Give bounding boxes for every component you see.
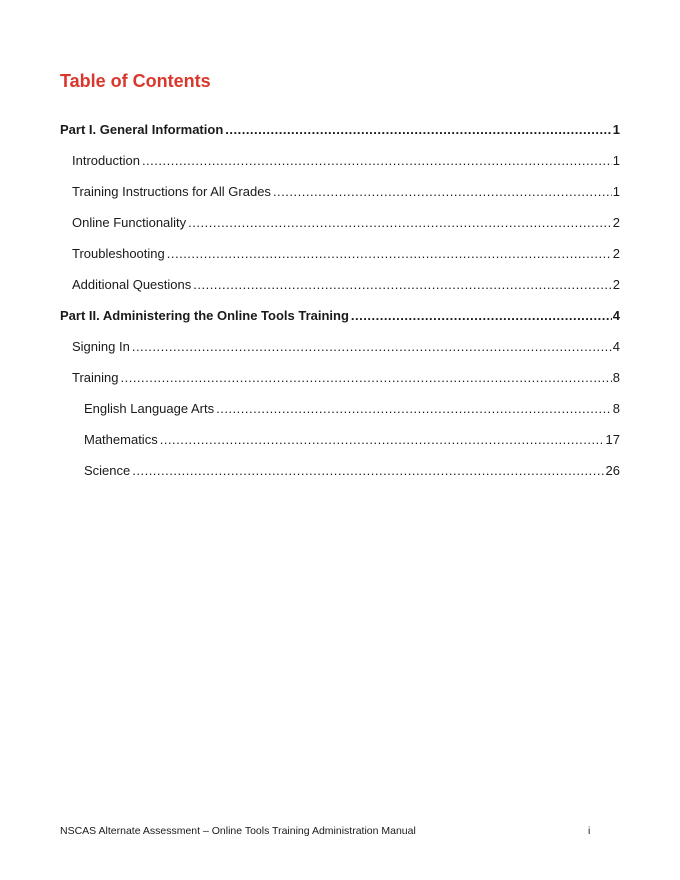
toc-entry-label: Additional Questions [72,277,192,292]
page-title: Table of Contents [60,71,211,91]
toc-entry-page-number: 17 [605,432,620,447]
toc-entry-label: Training Instructions for All Grades [72,184,271,199]
toc-entry-label: Online Functionality [72,215,187,230]
toc-entry-label: Troubleshooting [72,246,165,261]
toc-entry-page-number: 8 [612,370,620,385]
toc-entry[interactable] [60,276,620,307]
toc-entry-page-number: 4 [612,308,620,323]
toc-entry[interactable] [60,245,620,276]
toc-entry-page-number: 1 [612,153,620,168]
toc-dot-leader [188,214,612,232]
toc-entry-page-number: 4 [612,339,620,354]
toc-entry-page-number: 26 [605,463,620,478]
toc-entry-page-number: 1 [612,184,620,199]
toc-dot-leader [273,183,612,201]
toc-dot-leader [142,152,612,170]
toc-entry[interactable] [60,462,620,493]
toc-dot-leader [160,431,605,449]
toc-entry[interactable] [60,431,620,462]
toc-entry[interactable] [60,400,620,431]
toc-entry-label: Part I. General Information [60,122,224,137]
toc-dot-leader [120,369,611,387]
toc-dot-leader [193,276,612,294]
toc-entry[interactable] [60,307,620,338]
toc-entry-page-number: 2 [612,246,620,261]
toc-entry-label: Mathematics [84,432,158,447]
toc-entry-label: Introduction [72,153,140,168]
toc-entry[interactable] [60,338,620,369]
toc-entry[interactable] [60,214,620,245]
toc-entry-page-number: 1 [612,122,620,137]
toc-entry-label: English Language Arts [84,401,215,416]
toc-entry-label: Science [84,463,131,478]
toc-dot-leader [167,245,612,263]
toc-entry-label: Training [72,370,119,385]
toc-entry-page-number: 8 [612,401,620,416]
toc-entry[interactable] [60,369,620,400]
toc-dot-leader [351,307,612,325]
toc-entry-label: Signing In [72,339,130,354]
toc-dot-leader [132,338,612,356]
table-of-contents [60,121,620,493]
toc-dot-leader [132,462,604,480]
toc-entry[interactable] [60,183,620,214]
toc-dot-leader [225,121,612,139]
toc-entry-label: Part II. Administering the Online Tools Training [60,308,349,323]
toc-entry[interactable] [60,152,620,183]
toc-dot-leader [216,400,612,418]
toc-entry-page-number: 2 [612,215,620,230]
footer-page-number: i [588,825,591,837]
toc-entry-page-number: 2 [612,277,620,292]
footer-document-title: NSCAS Alternate Assessment – Online Tools Training Administration Manual [60,825,416,837]
toc-entry[interactable] [60,121,620,152]
